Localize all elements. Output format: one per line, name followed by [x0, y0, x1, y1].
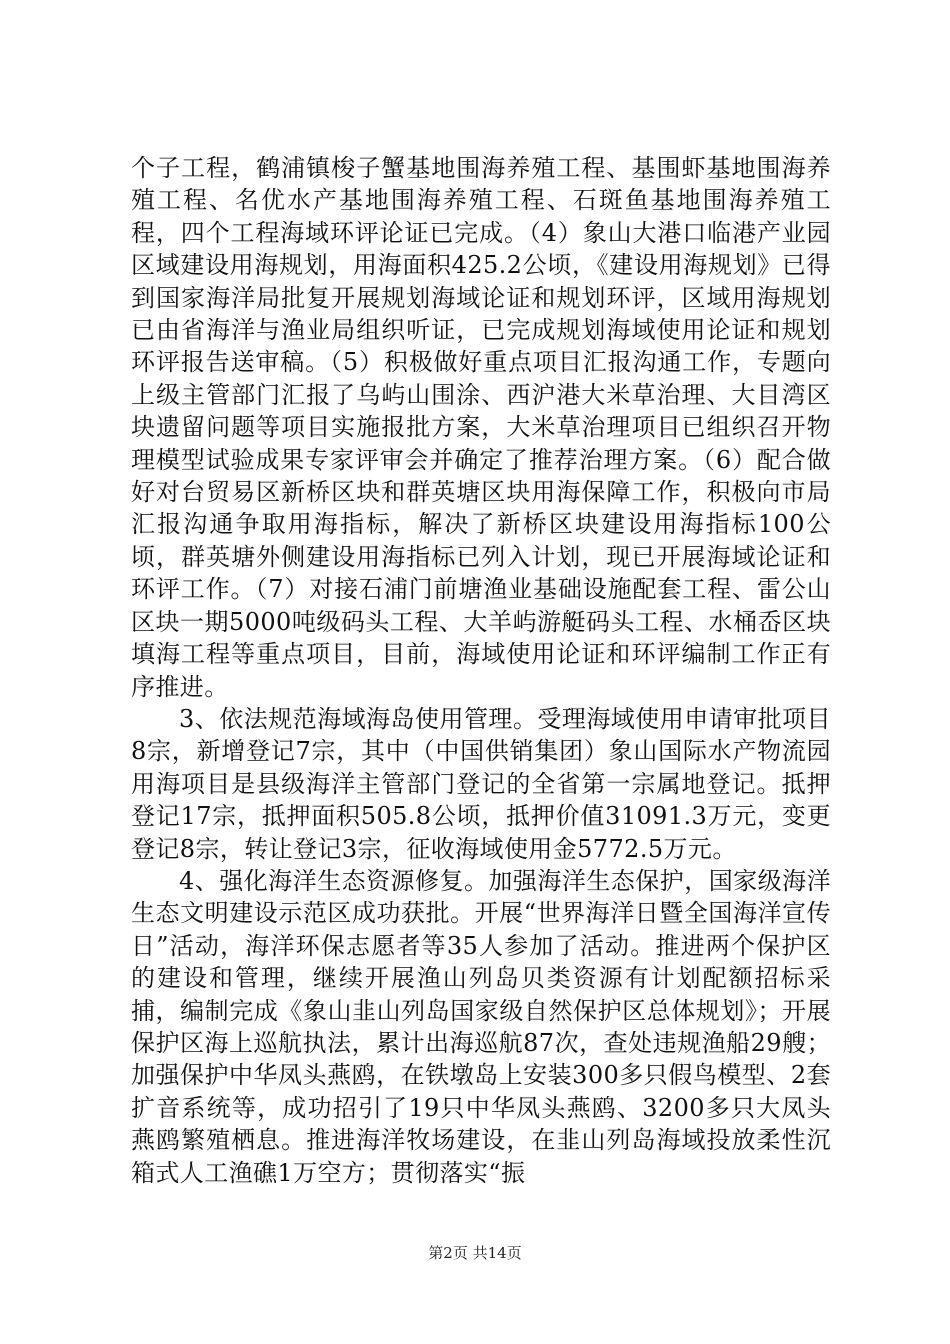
- page-footer: 第2页 共14页: [428, 1244, 522, 1262]
- document-body: [131, 152, 831, 1189]
- paragraph-project-list: 个子工程，鹤浦镇梭子蟹基地围海养殖工程、基围虾基地围海养殖工程、名优水产基地围海养殖工程、石斑鱼基地围海养殖工程，四个工程海域环评论证已完成。（4）象山大港口临港产业园区域建设用海规划，用海面积425.2公顷，《建设用海规划》已得到国家海洋局批复开展规划海域论证和规划环评，区域用海规划已由省海洋与渔业局组织听证，已完成规划海域使用论证和规划环评报告送审稿。（5）积极做好重点项目汇报沟通工作，专题向上级主管部门汇报了乌屿山围涂、西沪港大米草治理、大目湾区块遗留问题等项目实施报批方案，大米草治理项目已组织召开物理模型试验成果专家评审会并确定了推荐治理方案。（6）配合做好对台贸易区新桥区块和群英塘区块用海保障工作，积极向市局汇报沟通争取用海指标，解决了新桥区块建设用海指标100公顷，群英塘外侧建设用海指标已列入计划，现已开展海域论证和环评工作。（7）对接石浦门前塘渔业基础设施配套工程、雷公山区块一期5000吨级码头工程、大羊屿游艇码头工程、水桶岙区块填海工程等重点项目，目前，海域使用论证和环评编制工作正有序推进。: [131, 154, 831, 701]
- paragraph-ecological-restoration: 4、强化海洋生态资源修复。加强海洋生态保护，国家级海洋生态文明建设示范区成功获批。开展“世界海洋日暨全国海洋宣传日”活动，海洋环保志愿者等35人参加了活动。推进两个保护区的建设和管理，继续开展渔山列岛贝类资源有计划配额招标采捕，编制完成《象山韭山列岛国家级自然保护区总体规划》；开展保护区海上巡航执法，累计出海巡航87次，查处违规渔船29艘；加强保护中华凤头燕鸥，在铁墩岛上安装300多只假鸟模型、2套扩音系统等，成功招引了19只中华凤头燕鸥、3200多只大凤头燕鸥繁殖栖息。推进海洋牧场建设，在韭山列岛海域投放柔性沉箱式人工渔礁1万空方；贯彻落实“振: [131, 866, 831, 1187]
- paragraph-sea-use-management: 3、依法规范海域海岛使用管理。受理海域使用申请审批项目8宗，新增登记7宗，其中（中国供销集团）象山国际水产物流园用海项目是县级海洋主管部门登记的全省第一宗属地登记。抵押登记17宗，抵押面积505.8公顷，抵押价值31091.3万元，变更登记8宗，转让登记3宗，征收海域使用金5772.5万元。: [131, 704, 831, 863]
